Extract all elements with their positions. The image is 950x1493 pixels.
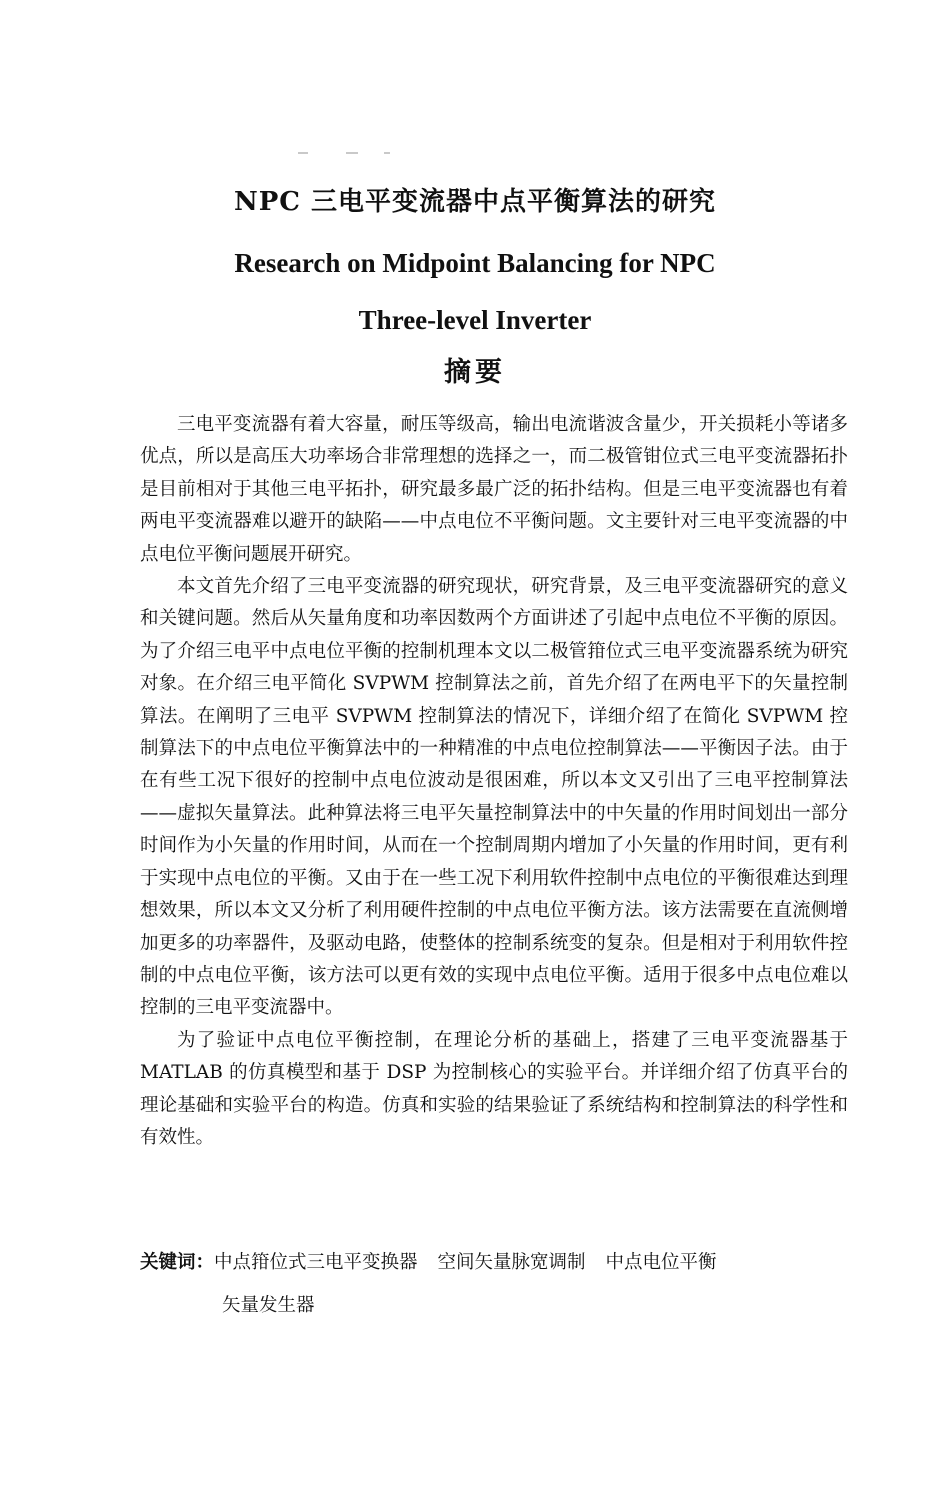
abstract-body [140, 409, 848, 1154]
abstract-paragraph-2: 本文首先介绍了三电平变流器的研究现状，研究背景，及三电平变流器研究的意义和关键问题。然后从矢量角度和功率因数两个方面讲述了引起中点电位不平衡的原因。为了介绍三电平中点电位平衡的控制机理本文以二极管箝位式三电平变流器系统为研究对象。在介绍三电平简化 SVPWM 控制算法之前，首先介绍了在两电平下的矢量控制算法。在阐明了三电平 SVPWM 控制算法的情况下，详细介绍了在简化 SVPWM 控制算法下的中点电位平衡算法中的一种精准的中点电位控制算法——平衡因子法。由于在有些工况下很好的控制中点电位波动是很困难，所以本文又引出了三电平控制算法——虚拟矢量算法。此种算法将三电平矢量控制算法中的中矢量的作用时间划出一部分时间作为小矢量的作用时间，从而在一个控制周期内增加了小矢量的作用时间，更有利于实现中点电位的平衡。又由于在一些工况下利用软件控制中点电位的平衡很难达到理想效果，所以本文又分析了利用硬件控制的中点电位平衡方法。该方法需要在直流侧增加更多的功率器件，及驱动电路，使整体的控制系统变的复杂。但是相对于利用软件控制的中点电位平衡，该方法可以更有效的实现中点电位平衡。适用于很多中点电位难以控制的三电平变流器中。 [140, 576, 848, 1019]
keyword-2: 空间矢量脉宽调制 [437, 1252, 586, 1273]
keywords-label: 关键词： [140, 1252, 215, 1273]
keyword-1: 中点箝位式三电平变换器 [214, 1252, 418, 1273]
scan-speck [346, 152, 358, 154]
title-english-line-1: Research on Midpoint Balancing for NPC [234, 248, 716, 278]
abstract-heading: 摘要 [444, 357, 506, 388]
title-english-line-2: Three-level Inverter [358, 305, 592, 335]
abstract-paragraph-3: 为了验证中点电位平衡控制，在理论分析的基础上，搭建了三电平变流器基于 MATLAB 的仿真模型和基于 DSP 为控制核心的实验平台。并详细介绍了仿真平台的理论基础和实验平台的构造。仿真和实验的结果验证了系统结构和控制算法的科学性和有效性。 [140, 1029, 848, 1148]
scan-speck [384, 152, 390, 154]
abstract-paragraph-1: 三电平变流器有着大容量，耐压等级高，输出电流谐波含量少，开关损耗小等诸多优点，所以是高压大功率场合非常理想的选择之一，而二极管钳位式三电平变流器拓扑是目前相对于其他三电平拓扑，研究最多最广泛的拓扑结构。但是三电平变流器也有着两电平变流器难以避开的缺陷——中点电位不平衡问题。文主要针对三电平变流器的中点电位平衡问题展开研究。 [140, 414, 848, 565]
scan-speck [298, 152, 308, 154]
keyword-4: 矢量发生器 [222, 1295, 315, 1316]
keywords-line [140, 1247, 860, 1279]
title-chinese: NPC 三电平变流器中点平衡算法的研究 [233, 187, 717, 217]
keyword-3: 中点电位平衡 [605, 1252, 717, 1273]
